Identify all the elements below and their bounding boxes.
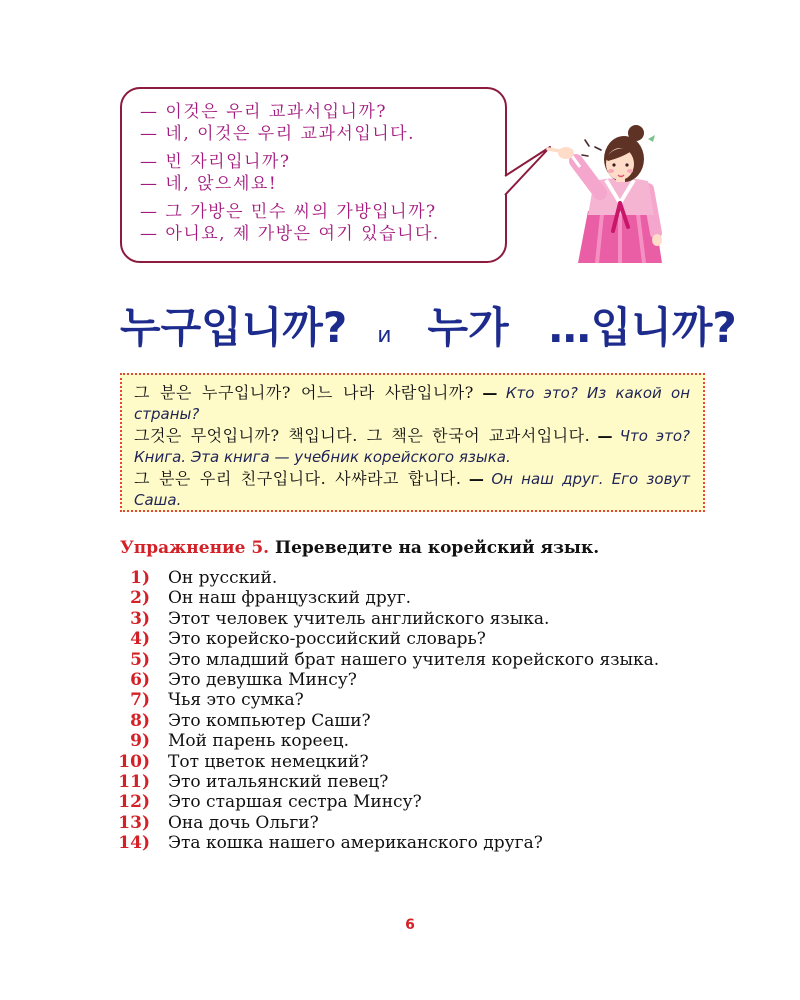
exercise-list xyxy=(100,568,659,853)
item-number: 1) xyxy=(130,568,150,588)
item-text: Это девушка Минсу? xyxy=(168,669,357,690)
surprise-marks xyxy=(582,140,601,156)
title-connector: и xyxy=(377,323,392,348)
item-text: Это младший брат нашего учителя корейского языка. xyxy=(168,649,660,670)
item-number: 4) xyxy=(130,629,150,650)
title-part-is: …입니까? xyxy=(548,303,737,352)
separator-dash: — xyxy=(597,427,613,445)
item-number: 6) xyxy=(130,669,150,690)
dialogue-group xyxy=(140,151,497,195)
list-item xyxy=(100,813,659,833)
item-text: Этот человек учитель английского языка. xyxy=(168,608,550,629)
dialogue-line: — 네, 이것은 우리 교과서입니다. xyxy=(140,124,415,144)
item-text: Это итальянский певец? xyxy=(168,771,389,792)
example-item xyxy=(134,426,690,468)
pointing-arm xyxy=(548,147,600,193)
example-item xyxy=(134,469,690,511)
dialogue-speech-bubble xyxy=(120,87,507,263)
exercise-heading xyxy=(120,537,599,559)
russian-translation: Он наш друг. Его зовут Саша. xyxy=(134,470,691,509)
item-number: 8) xyxy=(130,710,150,731)
list-item xyxy=(100,670,659,690)
item-number: 13) xyxy=(118,812,150,833)
item-text: Эта кошка нашего американского друга? xyxy=(168,833,543,854)
item-number: 14) xyxy=(118,833,150,854)
korean-sentence: 그것은 무엇입니까? 책입니다. 그 책은 한국어 교과서입니다. xyxy=(134,426,591,445)
item-number: 9) xyxy=(130,731,150,752)
item-text: Она дочь Ольги? xyxy=(168,812,319,833)
dialogue-line: — 그 가방은 민수 씨의 가방입니까? xyxy=(140,202,437,222)
russian-translation: Кто это? Из какой он страны? xyxy=(134,384,691,423)
korean-sentence: 그 분은 우리 친구입니다. 사쌰라고 합니다. xyxy=(134,469,462,488)
item-text: Он русский. xyxy=(168,568,278,588)
dialogue-line: — 빈 자리입니까? xyxy=(140,152,291,172)
list-item xyxy=(100,792,659,812)
exercise-instruction: Переведите на корейский язык. xyxy=(275,538,600,558)
item-text: Тот цветок немецкий? xyxy=(168,751,369,772)
list-item xyxy=(100,690,659,710)
item-number: 7) xyxy=(130,690,150,711)
list-item xyxy=(100,650,659,670)
list-item xyxy=(100,833,659,853)
separator-dash: — xyxy=(482,384,498,402)
korean-sentence: 그 분은 누구입니까? 어느 나라 사람입니까? xyxy=(134,383,474,402)
exercise-label: Упражнение 5. xyxy=(120,538,270,558)
russian-translation: Что это? Книга. Эта книга — учебник корейского языка. xyxy=(134,427,691,466)
page-number: 6 xyxy=(405,917,415,933)
item-number: 10) xyxy=(118,751,150,772)
item-number: 11) xyxy=(118,771,150,792)
example-item xyxy=(134,383,690,425)
dialogue-group xyxy=(140,101,497,145)
title-part-who-is: 누구입니까? xyxy=(120,303,348,352)
item-number: 3) xyxy=(130,608,150,629)
item-text: Это корейско-российский словарь? xyxy=(168,629,486,650)
item-text: Мой парень кореец. xyxy=(168,731,349,752)
item-number: 2) xyxy=(130,588,150,609)
dialogue-line: — 이것은 우리 교과서입니까? xyxy=(140,102,387,122)
separator-dash: — xyxy=(468,470,484,488)
list-item xyxy=(100,609,659,629)
list-item xyxy=(100,731,659,751)
item-number: 12) xyxy=(118,792,150,813)
list-item xyxy=(100,629,659,649)
item-text: Чья это сумка? xyxy=(168,690,304,711)
dialogue-line: — 네, 앉으세요! xyxy=(140,174,278,194)
item-number: 5) xyxy=(130,649,150,670)
list-item xyxy=(100,752,659,772)
list-item xyxy=(100,711,659,731)
list-item xyxy=(100,772,659,792)
girl-in-hanbok-icon xyxy=(540,115,665,265)
item-text: Это старшая сестра Минсу? xyxy=(168,792,422,813)
list-item xyxy=(100,568,659,588)
examples-box xyxy=(120,373,705,512)
dialogue-line: — 아니요, 제 가방은 여기 있습니다. xyxy=(140,224,440,244)
title-part-who: 누가 xyxy=(427,303,509,352)
section-title xyxy=(120,298,737,366)
list-item xyxy=(100,588,659,608)
head xyxy=(604,125,655,182)
item-text: Он наш французский друг. xyxy=(168,588,412,609)
item-text: Это компьютер Саши? xyxy=(168,710,371,731)
dialogue-group xyxy=(140,201,497,245)
